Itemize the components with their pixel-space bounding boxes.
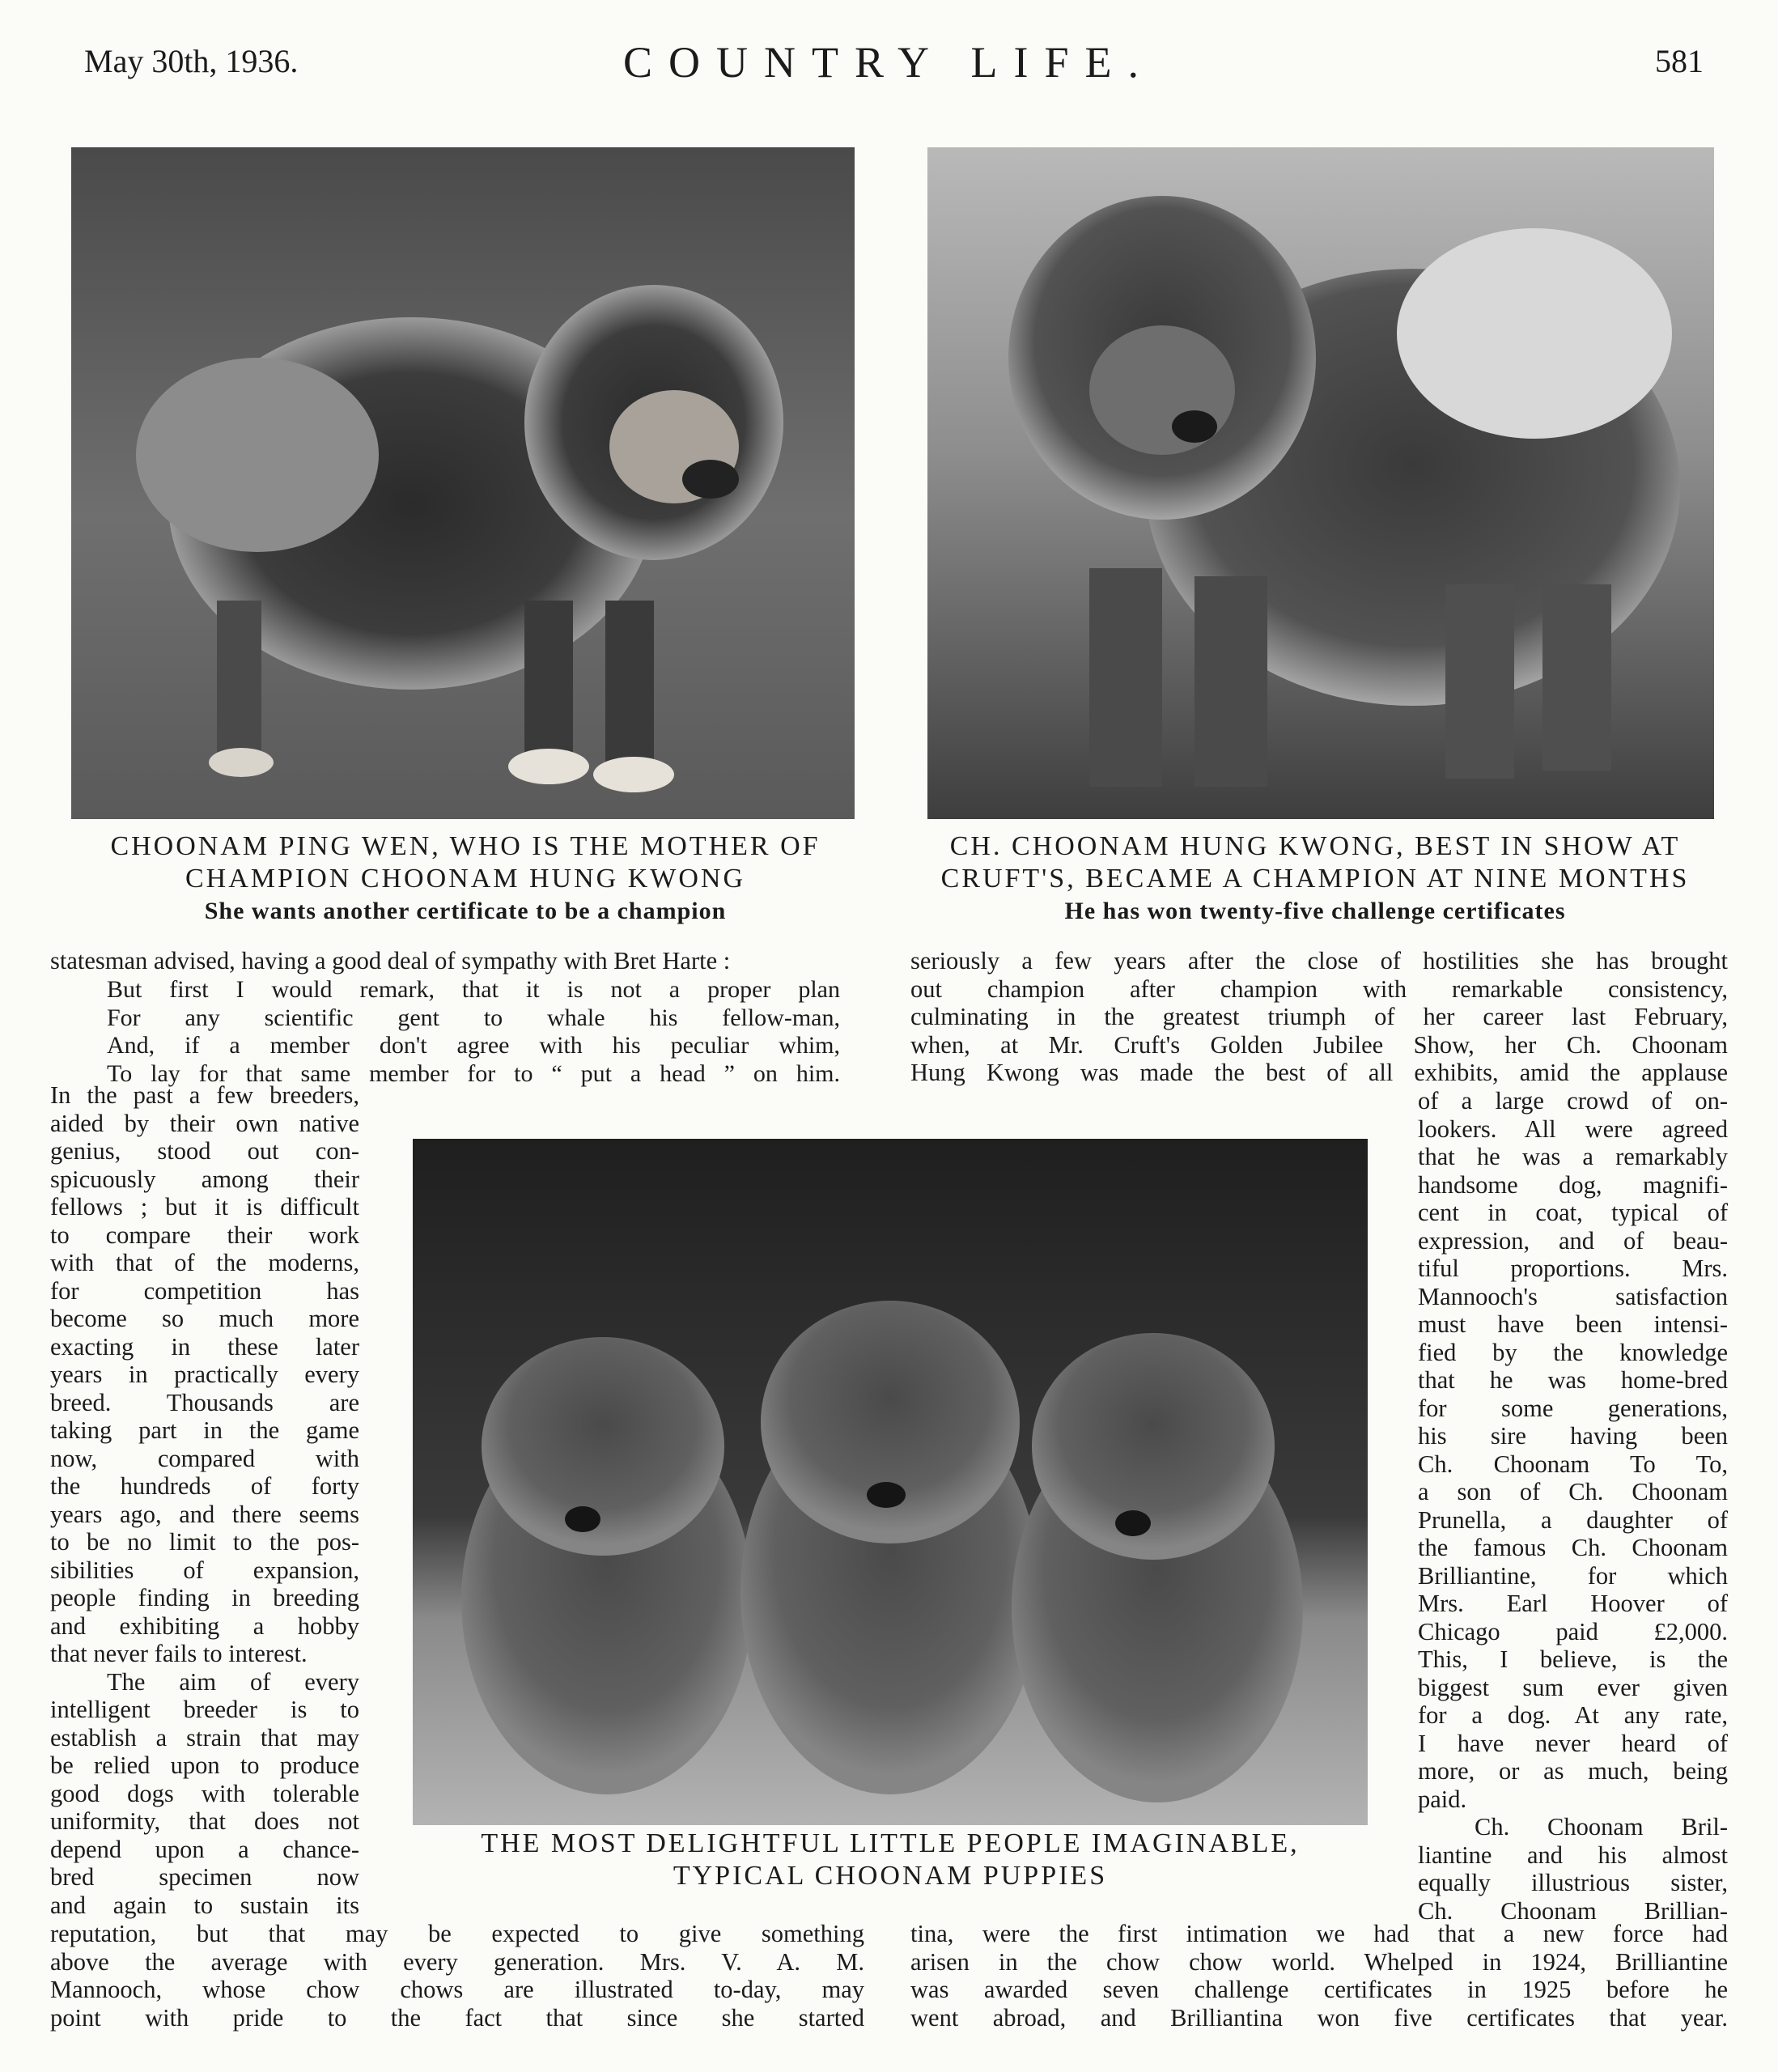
text-line: reputation, but that may be expected to give something — [50, 1920, 864, 1947]
text-line: establish a strain that may — [50, 1723, 359, 1751]
caption-line: TYPICAL CHOONAM PUPPIES — [673, 1861, 1108, 1891]
caption-line: CH. CHOONAM HUNG KWONG, BEST IN SHOW AT — [949, 831, 1681, 861]
text-line: when, at Mr. Cruft's Golden Jubilee Show, her Ch. Choonam — [910, 1030, 1728, 1059]
text-line: above the average with every generation. Mrs. V. A. M. — [50, 1947, 864, 1976]
text-line: statesman advised, having a good deal of sympathy with Bret Harte : — [50, 947, 731, 974]
text-line: that he was a remarkably — [1418, 1143, 1728, 1170]
text-line: the famous Ch. Choonam — [1418, 1534, 1728, 1561]
text-line: for competition has — [50, 1276, 359, 1305]
caption-subline: He has won twenty-five challenge certificates — [1064, 898, 1566, 924]
text-line: arisen in the chow chow world. Whelped in 1924, Brilliantine — [910, 1947, 1728, 1976]
caption-line: CRUFT'S, BECAME A CHAMPION AT NINE MONTHS — [940, 864, 1690, 894]
text-line: a son of Ch. Choonam — [1418, 1478, 1728, 1505]
text-line: went abroad, and Brilliantina won five certificates that year. — [910, 2003, 1728, 2032]
verse-line: And, if a member don't agree with his peculiar whim, — [107, 1032, 840, 1059]
text-line: of a large crowd of on- — [1418, 1087, 1728, 1115]
text-line: become so much more — [50, 1305, 359, 1332]
text-line: This, I believe, is the — [1418, 1645, 1728, 1673]
verse-line: For any scientific gent to whale his fellow-man, — [107, 1004, 840, 1031]
article-column-right — [1418, 1087, 1728, 1925]
text-line: taking part in the game — [50, 1416, 359, 1444]
text-line: Mannooch's satisfaction — [1418, 1282, 1728, 1310]
text-line: biggest sum ever given — [1418, 1673, 1728, 1701]
article-intro — [50, 947, 864, 975]
text-line: bred specimen now — [50, 1863, 359, 1891]
text-line: be relied upon to produce — [50, 1751, 359, 1779]
verse-line: But first I would remark, that it is not a proper plan — [107, 976, 840, 1003]
text-line: Mrs. Earl Hoover of — [1418, 1590, 1728, 1617]
text-line: sibilities of expansion, — [50, 1556, 359, 1584]
text-line: with that of the moderns, — [50, 1249, 359, 1276]
text-line: fellows ; but it is difficult — [50, 1193, 359, 1221]
issue-date: May 30th, 1936. — [84, 43, 299, 79]
text-line: was awarded seven challenge certificates in 1925 before he — [910, 1976, 1728, 2003]
text-line: good dogs with tolerable — [50, 1779, 359, 1807]
caption-subline: She wants another certificate to be a champion — [204, 898, 727, 924]
text-line: out champion after champion with remarkable consistency, — [910, 974, 1728, 1003]
text-line: culminating in the greatest triumph of her career last February, — [910, 1003, 1728, 1030]
text-line: tiful proportions. Mrs. — [1418, 1255, 1728, 1282]
caption-line: THE MOST DELIGHTFUL LITTLE PEOPLE IMAGINABLE, — [481, 1828, 1300, 1858]
article-column-left — [50, 1081, 359, 1919]
text-line: people finding in breeding — [50, 1584, 359, 1611]
page-number: 581 — [1655, 43, 1704, 79]
caption-bottom-photo — [388, 1828, 1392, 1892]
photo-choonam-ping-wen — [71, 147, 855, 819]
photo-choonam-puppies — [413, 1139, 1368, 1825]
verse-line: To lay for that same member for to “ put a head ” on him. — [107, 1059, 840, 1087]
text-line: handsome dog, magnifi- — [1418, 1170, 1728, 1199]
text-line: for some generations, — [1418, 1394, 1728, 1422]
text-line: In the past a few breeders, — [50, 1081, 359, 1109]
text-line: Prunella, a daughter of — [1418, 1505, 1728, 1534]
text-line: I have never heard of — [1418, 1729, 1728, 1757]
text-line: Ch. Choonam Bril- — [1475, 1813, 1728, 1841]
quoted-verse — [107, 976, 840, 1088]
text-line: Chicago paid £2,000. — [1418, 1617, 1728, 1645]
text-line: Mannooch, whose chow chows are illustrated to-day, may — [50, 1976, 864, 2003]
text-line: cent in coat, typical of — [1418, 1199, 1728, 1226]
article-column-top-right — [910, 947, 1728, 1087]
text-line: that never fails to interest. — [50, 1640, 308, 1667]
text-line: more, or as much, being — [1418, 1757, 1728, 1785]
magazine-title: COUNTRY LIFE. — [622, 38, 1155, 87]
text-line: that he was home-bred — [1418, 1366, 1728, 1394]
text-line: seriously a few years after the close of hostilities she has brought — [910, 947, 1728, 974]
caption-right-photo — [906, 830, 1724, 928]
text-line: Hung Kwong was made the best of all exhibits, amid the applause — [910, 1059, 1728, 1086]
text-line: point with pride to the fact that since she started — [50, 2003, 864, 2032]
text-line: years ago, and there seems — [50, 1500, 359, 1528]
text-line: depend upon a chance- — [50, 1835, 359, 1863]
text-line: tina, were the first intimation we had that a new force had — [910, 1920, 1728, 1947]
text-line: and exhibiting a hobby — [50, 1611, 359, 1640]
text-line: now, compared with — [50, 1444, 359, 1472]
text-line: Ch. Choonam Brillian- — [1418, 1896, 1728, 1925]
text-line: to compare their work — [50, 1221, 359, 1249]
text-line: genius, stood out con- — [50, 1137, 359, 1165]
text-line: Brilliantine, for which — [1418, 1561, 1728, 1590]
caption-line: CHOONAM PING WEN, WHO IS THE MOTHER OF — [110, 831, 821, 861]
article-column-bottom-left — [50, 1920, 864, 2032]
text-line: years in practically every — [50, 1361, 359, 1388]
text-line: lookers. All were agreed — [1418, 1115, 1728, 1143]
article-column-bottom-right — [910, 1920, 1728, 2032]
text-line: must have been intensi- — [1418, 1310, 1728, 1338]
text-line: exacting in these later — [50, 1332, 359, 1361]
text-line: for a dog. At any rate, — [1418, 1701, 1728, 1729]
text-line: equally illustrious sister, — [1418, 1869, 1728, 1896]
text-line: aided by their own native — [50, 1109, 359, 1137]
text-line: to be no limit to the pos- — [50, 1528, 359, 1556]
text-line: expression, and of beau- — [1418, 1226, 1728, 1255]
text-line: and again to sustain its — [50, 1891, 359, 1919]
text-line: The aim of every — [107, 1667, 359, 1696]
text-line: Ch. Choonam To To, — [1418, 1450, 1728, 1478]
text-line: his sire having been — [1418, 1422, 1728, 1450]
caption-line: CHAMPION CHOONAM HUNG KWONG — [185, 864, 746, 894]
text-line: paid. — [1418, 1785, 1467, 1813]
text-line: fied by the knowledge — [1418, 1338, 1728, 1366]
photo-ch-choonam-hung-kwong — [927, 147, 1714, 819]
text-line: intelligent breeder is to — [50, 1696, 359, 1723]
caption-left-photo — [49, 830, 882, 928]
text-line: breed. Thousands are — [50, 1388, 359, 1416]
text-line: uniformity, that does not — [50, 1807, 359, 1835]
text-line: the hundreds of forty — [50, 1472, 359, 1500]
text-line: spicuously among their — [50, 1165, 359, 1193]
text-line: liantine and his almost — [1418, 1841, 1728, 1869]
